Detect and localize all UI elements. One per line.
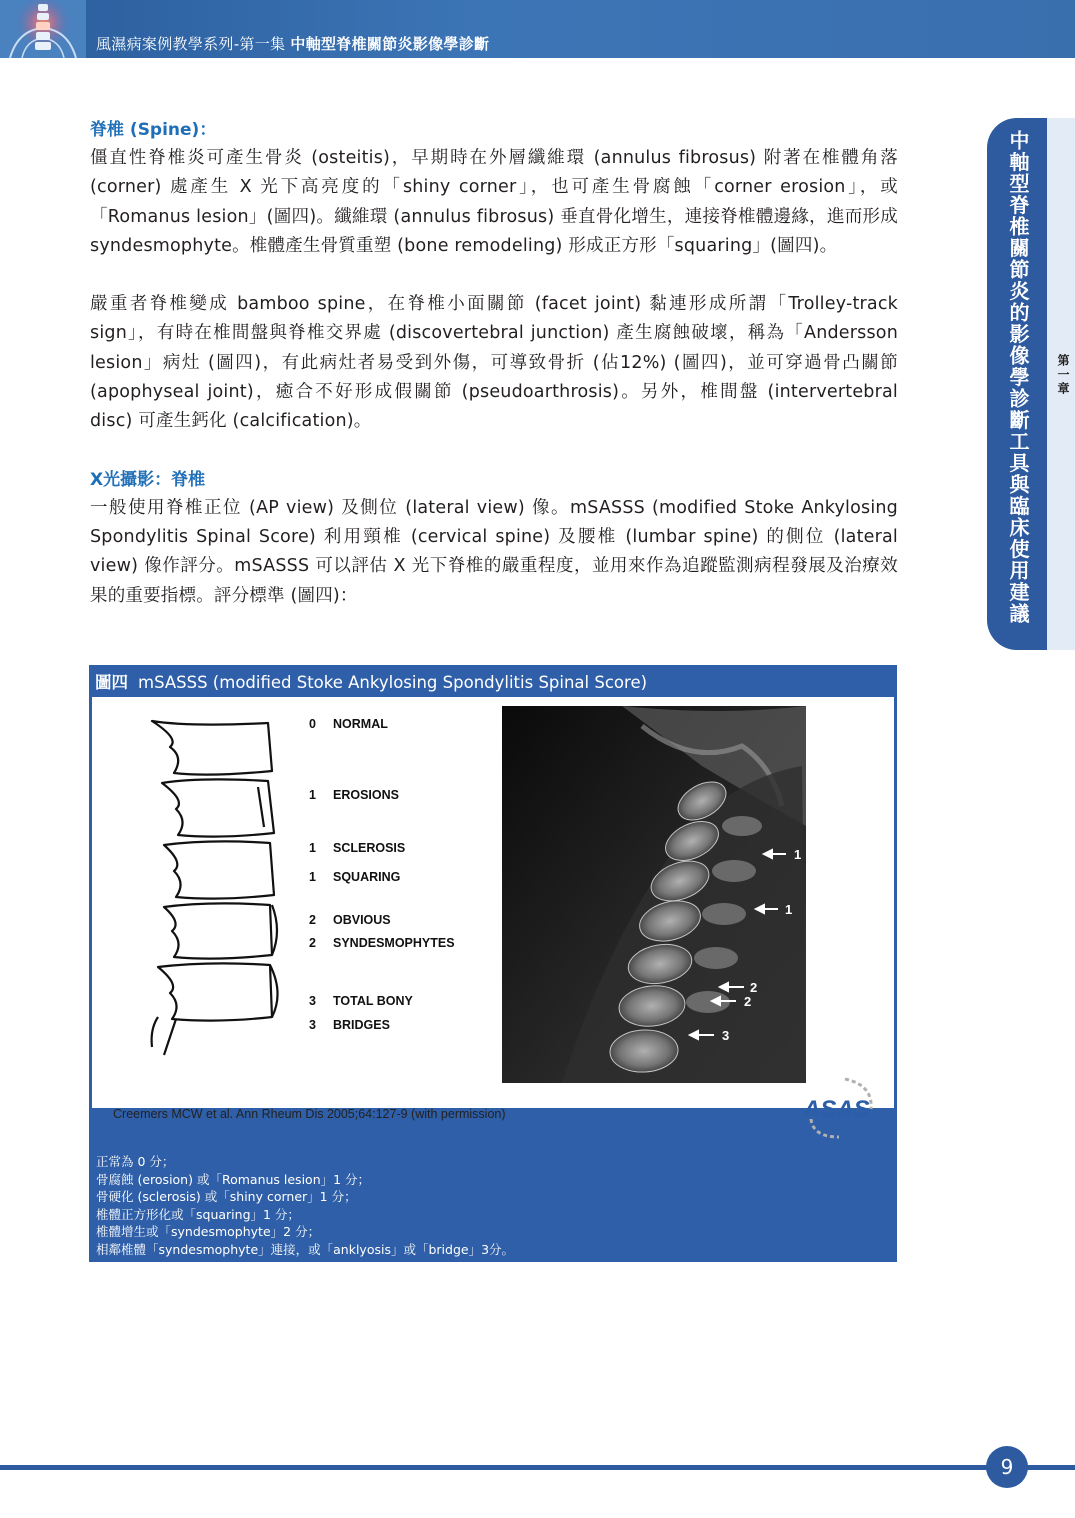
figure-msasss [89, 665, 897, 1262]
xray-marker: 2 [744, 994, 752, 1009]
cervical-spine-xray-image [502, 706, 806, 1083]
header-series: 風濕病案例教學系列-第一集 [96, 35, 286, 53]
note-line: 椎體增生或「syndesmophyte」2 分； [96, 1224, 321, 1239]
xray-marker: 1 [785, 902, 793, 917]
score-row: 1 SCLEROSIS [309, 841, 406, 855]
score-row: 0 NORMAL [309, 717, 388, 731]
section-title-xray: X光攝影：脊椎 [90, 469, 206, 490]
main-content [90, 118, 898, 611]
asas-logo-text: ASAS [803, 1096, 870, 1123]
spine-logo-icon [0, 0, 86, 58]
header-main-title: 中軸型脊椎關節炎影像學診斷 [290, 35, 490, 53]
paragraph: 嚴重者脊椎變成 bamboo spine，在脊椎小面關節 (facet joint) 黏連形成所謂「Trolley-track sign」，有時在椎間盤與脊椎交界處 (discovertebral junction) 產生腐蝕破壞，稱為「Andersson lesion」病灶 (圖四)，有此病灶者易受到外傷，可導致骨折 (佔12%) (圖四)，並可穿過骨凸關節 (apophyseal joint)，癒合不好形成假關節 (pseudoarthrosis)。另外，椎間盤 (intervertebral disc) 可產生鈣化 (calcification)。 [90, 294, 898, 432]
chapter-label: 第一章 [1056, 354, 1070, 396]
figure-label: 圖四 [95, 673, 128, 692]
figure-notes [96, 1153, 886, 1258]
section-title-spine: 脊椎 (Spine)： [90, 120, 217, 140]
score-row: 3 TOTAL BONY [309, 994, 413, 1008]
side-tab-title: 中軸型脊椎關節炎的影像學診斷工具與臨床使用建議 [1006, 130, 1030, 625]
figure-panel [92, 697, 894, 1123]
note-line: 椎體正方形化或「squaring」1 分； [96, 1206, 300, 1222]
xray-marker: 3 [722, 1028, 730, 1043]
score-row: 1 EROSIONS [309, 788, 399, 802]
score-row: 3 BRIDGES [309, 1018, 390, 1032]
note-line: 骨腐蝕 (erosion) 或「Romanus lesion」1 分； [96, 1171, 371, 1187]
xray-marker: 1 [794, 847, 802, 862]
page-header [0, 0, 1075, 58]
figure-credit: Creemers MCW et al. Ann Rheum Dis 2005;64:127-9 (with permission) [113, 1107, 506, 1121]
footer-line [0, 1465, 1075, 1470]
score-row: 2 SYNDESMOPHYTES [309, 936, 455, 950]
note-line: 骨硬化 (sclerosis) 或「shiny corner」1 分； [96, 1189, 357, 1204]
figure-caption-text: mSASSS (modified Stoke Ankylosing Spondylitis Spinal Score) [138, 673, 648, 692]
page-number: 9 [986, 1446, 1028, 1488]
chapter-side-tab[interactable] [987, 118, 1075, 650]
paragraph: 僵直性脊椎炎可產生骨炎 (osteitis)，早期時在外層纖維環 (annulus fibrosus) 附著在椎體角落 (corner) 處產生 X 光下高亮度的「shiny corner」，也可產生骨腐蝕「corner erosion」，或「Romanus lesion」(圖四)。纖維環 (annulus fibrosus) 垂直骨化增生，連接脊椎體邊緣，進而形成 syndesmophyte。椎體產生骨質重塑 (bone remodeling) 形成正方形「squaring」(圖四)。 [90, 148, 898, 256]
note-line: 正常為 0 分； [96, 1154, 175, 1169]
score-row: 1 SQUARING [309, 870, 401, 884]
figure-caption [95, 669, 647, 693]
note-line: 相鄰椎體「syndesmophyte」連接，或「anklyosis」或「bridge」3分。 [96, 1241, 515, 1257]
vertebrae-diagram [150, 717, 290, 1062]
asas-logo-icon [799, 1075, 879, 1141]
score-row: 2 OBVIOUS [309, 913, 391, 927]
xray-marker: 2 [750, 980, 758, 995]
paragraph: 一般使用脊椎正位 (AP view) 及側位 (lateral view) 像。mSASSS (modified Stoke Ankylosing Spondylitis Spinal Score) 利用頸椎 (cervical spine) 及腰椎 (lumbar spine) 的側位 (lateral view) 像作評分。mSASSS 可以評估 X 光下脊椎的嚴重程度，並用來作為追蹤監測病程發展及治療效果的重要指標。評分標準 (圖四)： [90, 497, 898, 606]
header-title [96, 33, 489, 54]
